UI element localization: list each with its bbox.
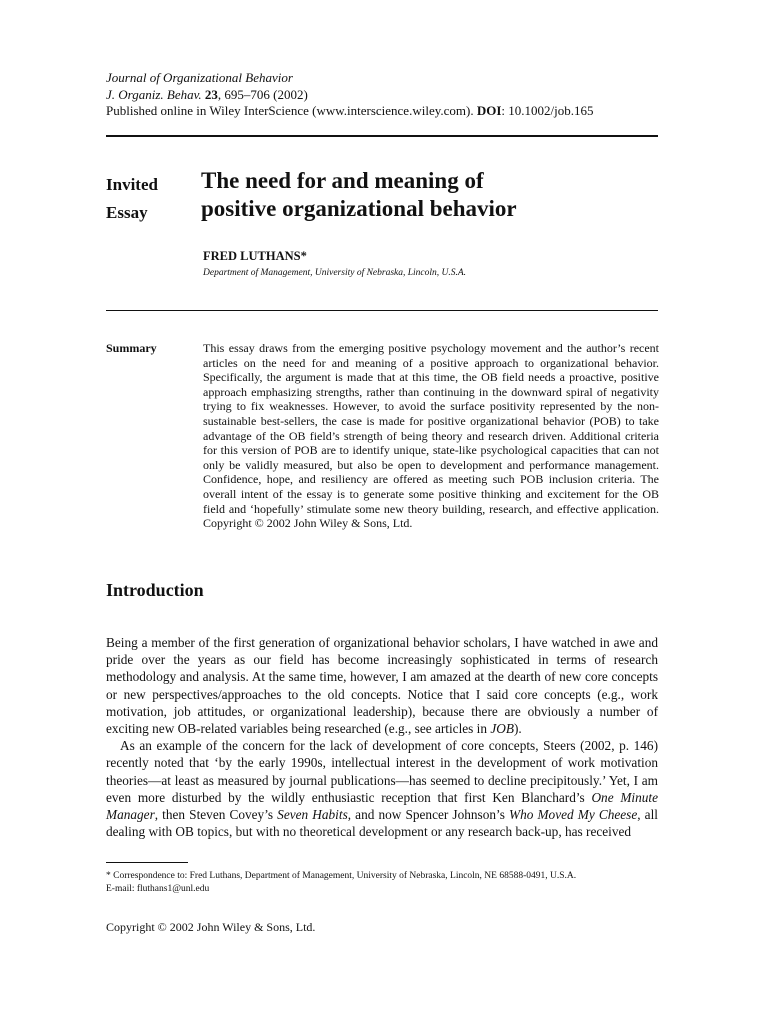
summary-label: Summary (106, 341, 157, 355)
section-heading-introduction: Introduction (106, 580, 204, 600)
journal-header (106, 70, 594, 120)
summary-divider (106, 310, 658, 311)
article-type: Invited Essay (106, 175, 158, 222)
introduction-body (106, 634, 658, 840)
footnote-divider (106, 862, 188, 863)
author-name: FRED LUTHANS* (203, 249, 307, 263)
copyright-notice: Copyright © 2002 John Wiley & Sons, Ltd. (106, 920, 316, 934)
journal-name: Journal of Organizational Behavior (106, 70, 293, 85)
footnote: * Correspondence to: Fred Luthans, Department of Management, University of Nebraska, Lincoln, NE 68588-0491, U.S.A. E-mail: fluthans1@unl.edu (106, 871, 577, 894)
summary-text: This essay draws from the emerging positive psychology movement and the author’s recent articles on the need for and meaning of a positive approach to organizational behavior. Specifically, the argument is made that at this time, the OB field needs a proactive, positive approach emphasizing strengths, rather than continuing in the downward spiral of negativity trying to fix weaknesses. However, to avoid the surface positivity represented by the non-sustainable best-sellers, the case is made for positive organizational behavior (POB) to take advantage of the OB field’s strength of being theory and research driven. Additional criteria for this version of POB are to identify unique, state-like psychological capacities that can not only be validly measured, but also be open to development and performance management. Confidence, hope, and resiliency are offered as meeting such POB inclusion criteria. The overall intent of the essay is to generate some positive thinking and excitement for the OB field and ‘hopefully’ stimulate some new theory building, research, and effective application. Copyright © 2002 John Wiley & Sons, Ltd. (203, 341, 659, 531)
header-divider (106, 135, 658, 137)
paragraph: As an example of the concern for the lack of development of core concepts, Steers (2002, p. 146) recently noted that ‘by the early 1990s, intellectual interest in the development of work motivation theories—at least as measured by journal publications—has seemed to decline precipitously.’ Yet, I am even more disturbed by the wildly enthusiastic reception that first Ken Blanchard’s One Minute Manager, then Steven Covey’s Seven Habits, and now Spencer Johnson’s Who Moved My Cheese, all dealing with OB topics, but with no theoretical development or any research back-up, has received (106, 738, 658, 840)
citation-line: J. Organiz. Behav. 23, 695–706 (2002) (106, 86, 308, 102)
article-title: The need for and meaning of positive organizational behavior (201, 168, 517, 221)
paragraph: Being a member of the first generation of organizational behavior scholars, I have watched in awe and pride over the years as our field has become increasingly sophisticated in terms of research methodology and analysis. At the same time, however, I am amazed at the dearth of new core concepts or new perspectives/approaches to the old concepts. Notice that I said core concepts (e.g., work motivation, job attitudes, or organizational leadership), because there are obviously a number of exciting new OB-related variables being researched (e.g., see articles in JOB). (106, 635, 658, 737)
author-affiliation: Department of Management, University of Nebraska, Lincoln, U.S.A. (203, 268, 467, 278)
publication-line: Published online in Wiley InterScience (www.interscience.wiley.com). DOI: 10.1002/job.165 (106, 103, 594, 118)
